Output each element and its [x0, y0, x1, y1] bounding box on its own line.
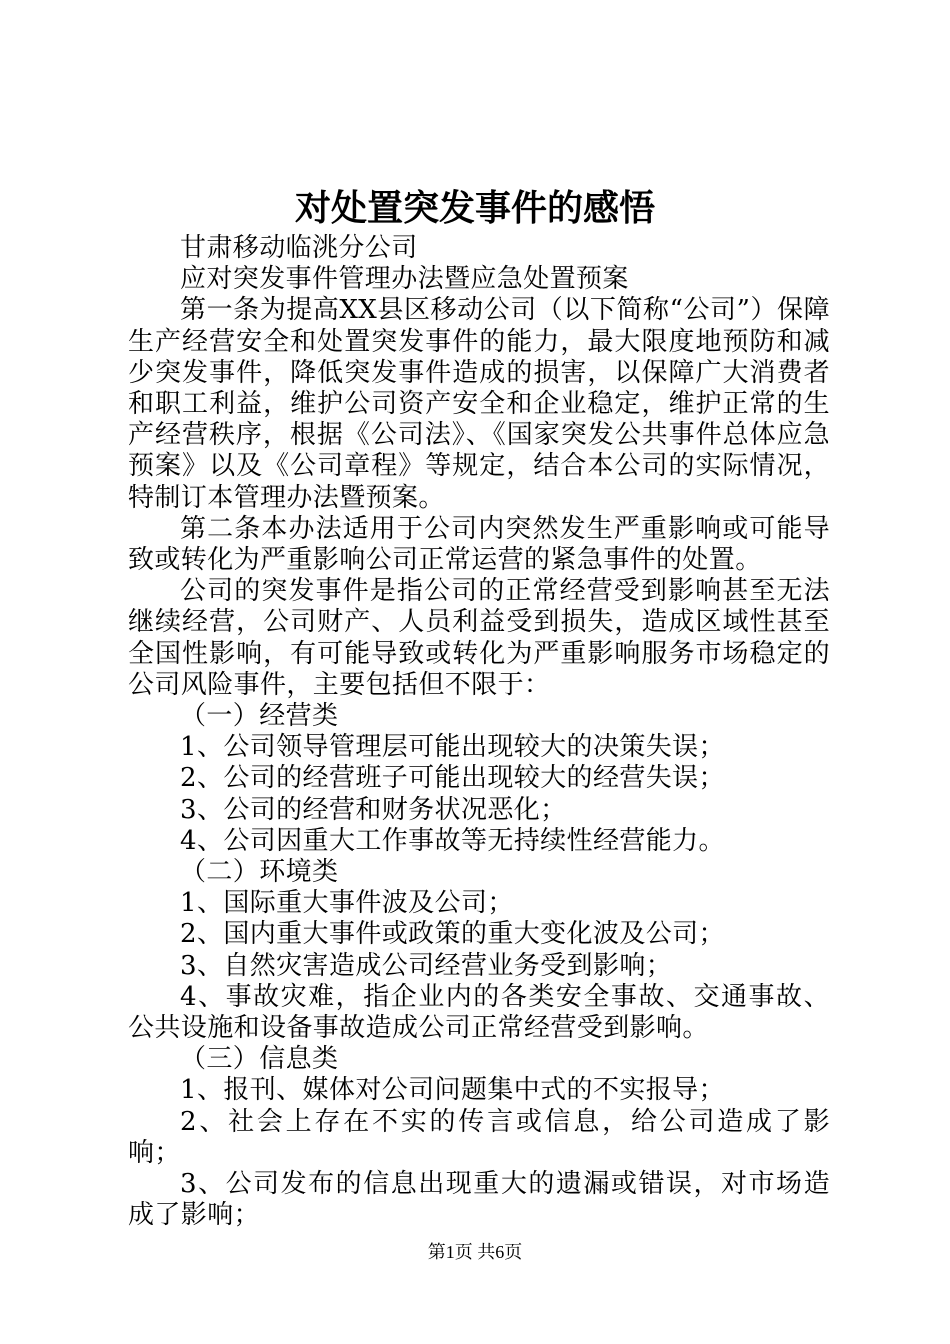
list-item: 4、公司因重大工作事故等无持续性经营能力。	[180, 825, 725, 856]
list-item: 4、事故灾难，指企业内的各类安全事故、交通事故、公共设施和设备事故造成公司正常经营受到影响。	[128, 981, 830, 1044]
paragraph-article-2: 第二条本办法适用于公司内突然发生严重影响或可能导致或转化为严重影响公司正常运营的紧急事件的处置。	[128, 513, 830, 576]
document-body	[128, 233, 830, 1232]
list-item: 3、自然灾害造成公司经营业务受到影响；	[180, 950, 673, 981]
document-title: 对处置突发事件的感悟	[294, 187, 655, 229]
list-item: 2、国内重大事件或政策的重大变化波及公司；	[180, 919, 725, 950]
list-item: 3、公司的经营和财务状况恶化；	[180, 794, 567, 825]
list-item: 1、国际重大事件波及公司；	[180, 888, 514, 919]
section-heading-operations: （一）经营类	[180, 701, 339, 732]
paragraph-plan-title: 应对突发事件管理办法暨应急处置预案	[180, 264, 629, 295]
paragraph-definition: 公司的突发事件是指公司的正常经营受到影响甚至无法继续经营，公司财产、人员利益受到损失，造成区域性甚至全国性影响，有可能导致或转化为严重影响服务市场稳定的公司风险事件，主要包括但不限于：	[128, 576, 830, 700]
list-item: 1、公司领导管理层可能出现较大的决策失误；	[180, 732, 725, 763]
section-heading-environment: （二）环境类	[180, 857, 339, 888]
list-item: 1、报刊、媒体对公司问题集中式的不实报导；	[180, 1075, 725, 1106]
list-item: 2、公司的经营班子可能出现较大的经营失误；	[180, 763, 725, 794]
page-number-footer: 第1页 共6页	[427, 1242, 523, 1262]
paragraph-article-1: 第一条为提高XX县区移动公司（以下简称“公司”）保障生产经营安全和处置突发事件的能力，最大限度地预防和减少突发事件，降低突发事件造成的损害，以保障广大消费者和职工利益，维护公司资产安全和企业稳定，维护正常的生产经营秩序，根据《公司法》、《国家突发公共事件总体应急预案》以及《公司章程》等规定，结合本公司的实际情况，特制订本管理办法暨预案。	[128, 295, 830, 513]
section-heading-information: （三）信息类	[180, 1044, 339, 1075]
list-item: 2、社会上存在不实的传言或信息，给公司造成了影响；	[128, 1106, 830, 1168]
list-item: 3、公司发布的信息出现重大的遗漏或错误，对市场造成了影响；	[128, 1169, 830, 1231]
paragraph-company: 甘肃移动临洮分公司	[180, 233, 418, 263]
